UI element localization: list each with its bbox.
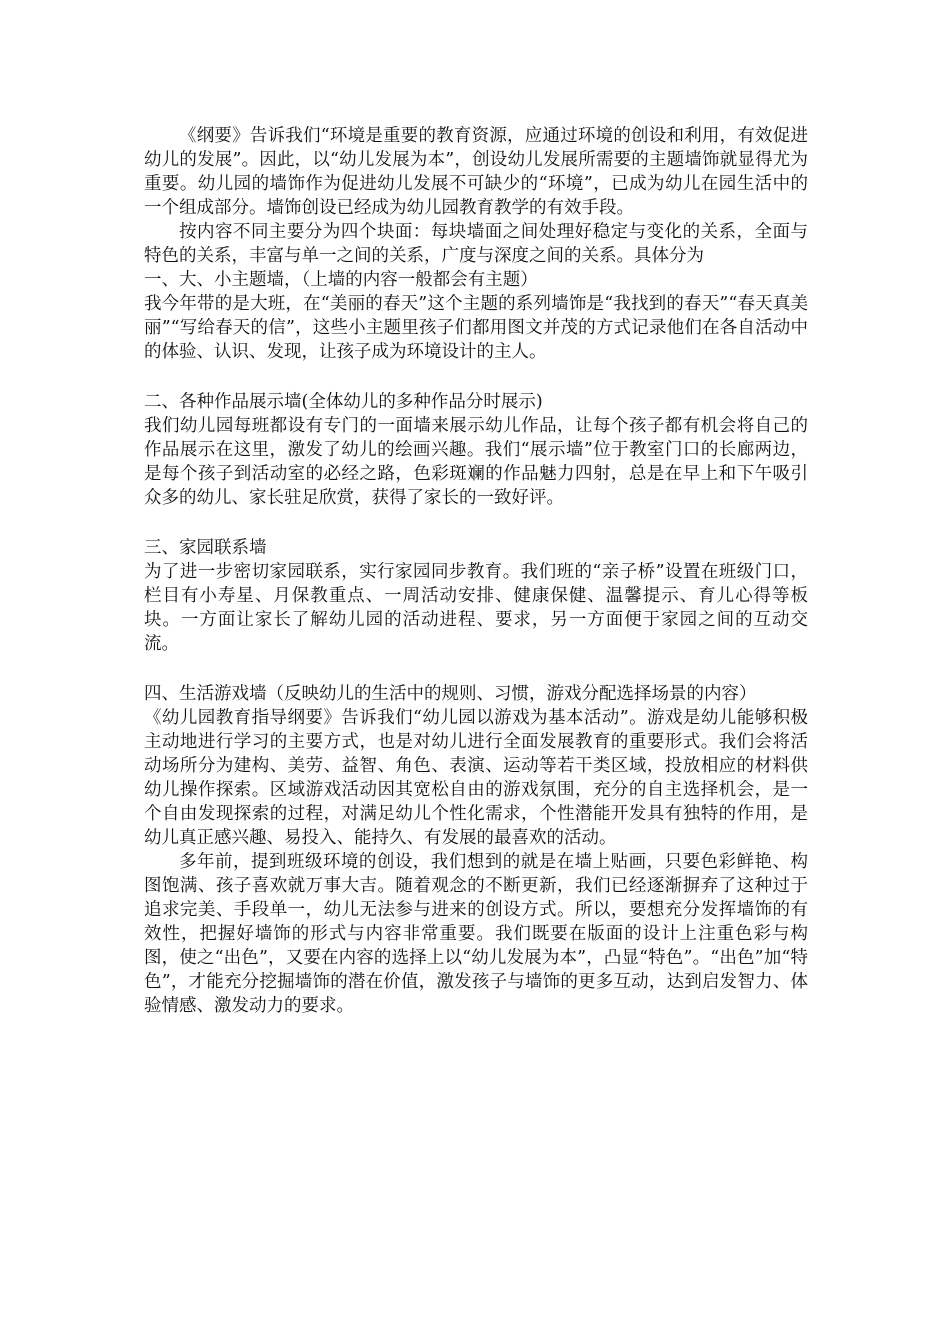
paragraph-gap xyxy=(144,364,808,390)
document-page xyxy=(144,124,808,1018)
classification-paragraph: 按内容不同主要分为四个块面：每块墙面之间处理好稳定与变化的关系，全面与特色的关系，丰富与单一之间的关系，广度与深度之间的关系。具体分为 xyxy=(144,222,808,266)
home-school-wall-paragraph: 为了进一步密切家园联系，实行家园同步教育。我们班的“亲子桥”设置在班级门口，栏目有小寿星、月保教重点、一周活动安排、健康保健、温馨提示、育儿心得等板块。一方面让家长了解幼儿园的活动进程、要求，另一方面便于家园之间的互动交流。 xyxy=(144,562,808,654)
conclusion-paragraph: 多年前，提到班级环境的创设，我们想到的就是在墙上贴画，只要色彩鲜艳、构图饱满、孩子喜欢就万事大吉。随着观念的不断更新，我们已经逐渐摒弃了这种过于追求完美、手段单一，幼儿无法参与进来的创设方式。所以，要想充分发挥墙饰的有效性，把握好墙饰的形式与内容非常重要。我们既要在版面的设计上注重色彩与构图，使之“出色”，又要在内容的选择上以“幼儿发展为本”，凸显“特色”。“出色”加“特色”，才能充分挖掘墙饰的潜在价值，激发孩子与墙饰的更多互动，达到启发智力、体验情感、激发动力的要求。 xyxy=(144,852,808,1016)
section-heading-artwork-wall: 二、各种作品展示墙(全体幼儿的多种作品分时展示) xyxy=(144,392,543,412)
section-heading-theme-wall: 一、大、小主题墙，（上墙的内容一般都会有主题） xyxy=(144,270,538,290)
section-heading-home-school-wall: 三、家园联系墙 xyxy=(144,538,267,558)
section-heading-life-game-wall: 四、生活游戏墙（反映幼儿的生活中的规则、习惯，游戏分配选择场景的内容） xyxy=(144,684,757,704)
life-game-wall-paragraph: 《幼儿园教育指导纲要》告诉我们“幼儿园以游戏为基本活动”。游戏是幼儿能够积极主动地进行学习的主要方式，也是对幼儿进行全面发展教育的重要形式。我们会将活动场所分为建构、美劳、益智、角色、表演、运动等若干类区域，投放相应的材料供幼儿操作探索。区域游戏活动因其宽松自由的游戏氛围，充分的自主选择机会，是一个自由发现探索的过程，对满足幼儿个性化需求，个性潜能开发具有独特的作用，是幼儿真正感兴趣、易投入、能持久、有发展的最喜欢的活动。 xyxy=(144,708,808,848)
paragraph-gap xyxy=(144,510,808,536)
theme-wall-paragraph: 我今年带的是大班，在“美丽的春天”这个主题的系列墙饰是“我找到的春天”“春天真美丽”“写给春天的信”，这些小主题里孩子们都用图文并茂的方式记录他们在各自活动中的体验、认识、发现，让孩子成为环境设计的主人。 xyxy=(144,294,808,362)
intro-paragraph: 《纲要》告诉我们“环境是重要的教育资源，应通过环境的创设和利用，有效促进幼儿的发展”。因此，以“幼儿发展为本”，创设幼儿发展所需要的主题墙饰就显得尤为重要。幼儿园的墙饰作为促进幼儿发展不可缺少的“环境”，已成为幼儿在园生活中的一个组成部分。墙饰创设已经成为幼儿园教育教学的有效手段。 xyxy=(144,126,808,218)
artwork-wall-paragraph: 我们幼儿园每班都设有专门的一面墙来展示幼儿作品，让每个孩子都有机会将自己的作品展示在这里，激发了幼儿的绘画兴趣。我们“展示墙”位于教室门口的长廊两边，是每个孩子到活动室的必经之路，色彩斑斓的作品魅力四射，总是在早上和下午吸引众多的幼儿、家长驻足欣赏，获得了家长的一致好评。 xyxy=(144,416,808,508)
paragraph-gap xyxy=(144,656,808,682)
